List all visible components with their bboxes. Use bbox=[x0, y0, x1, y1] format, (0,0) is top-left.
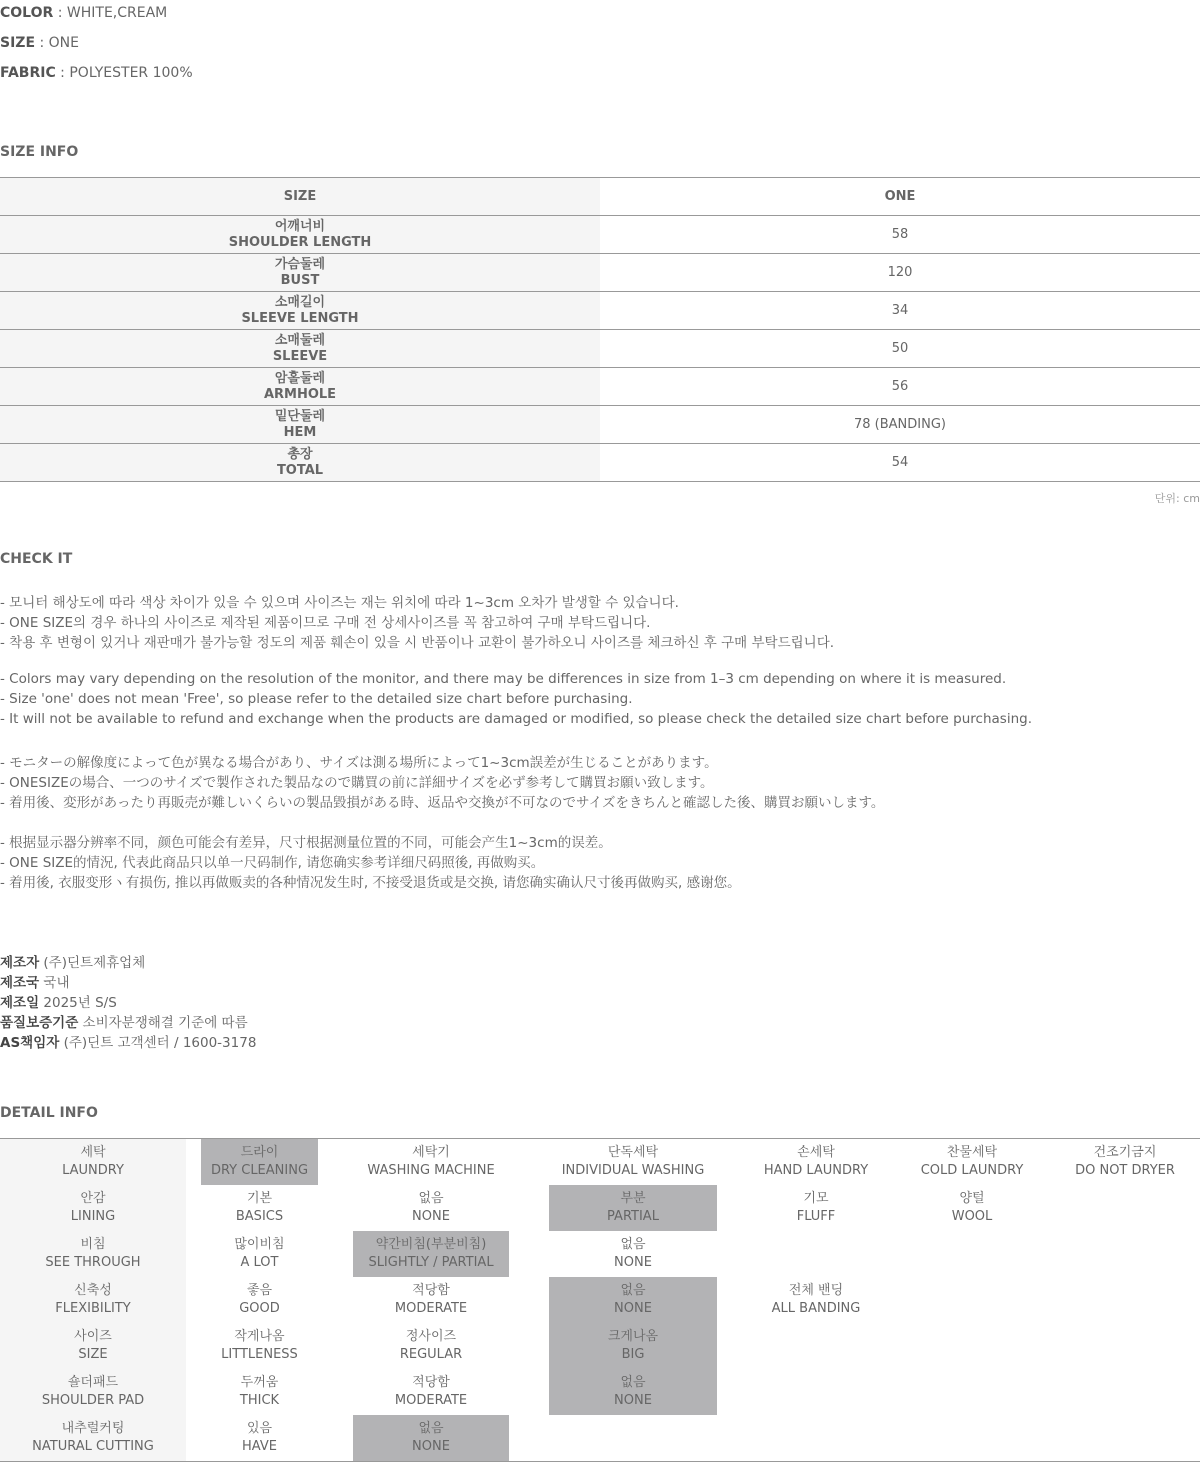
detail-option-ko: 건조기금지 bbox=[1093, 1145, 1157, 1160]
detail-option-en: NONE bbox=[614, 1301, 652, 1316]
size-table bbox=[0, 177, 1200, 482]
detail-label-ko: 숄더패드 bbox=[67, 1375, 119, 1390]
detail-option-ko: 기모 bbox=[803, 1191, 829, 1206]
size-row-value: 54 bbox=[891, 455, 909, 470]
detail-option-ko: 없음 bbox=[418, 1191, 444, 1206]
notice-line: - 착용 후 변형이 있거나 재판매가 불가능할 정도의 제품 훼손이 있을 시 반품이나 교환이 불가하오니 사이즈를 체크하신 후 구매 부탁드립니다. bbox=[0, 635, 835, 651]
detail-option bbox=[917, 1139, 1027, 1185]
detail-option-selected bbox=[353, 1231, 509, 1277]
detail-option-ko: 없음 bbox=[418, 1421, 444, 1436]
detail-option-ko: 있음 bbox=[246, 1421, 273, 1436]
detail-option-en: REGULAR bbox=[399, 1347, 463, 1362]
detail-label-en: FLEXIBILITY bbox=[55, 1301, 131, 1316]
detail-option-en: HAVE bbox=[242, 1439, 277, 1454]
detail-option-ko: 없음 bbox=[620, 1283, 646, 1298]
detail-label-en: LINING bbox=[70, 1209, 116, 1224]
detail-option-ko: 없음 bbox=[620, 1375, 646, 1390]
size-row-ko: 총장 bbox=[287, 446, 313, 462]
warranty-line: 품질보증기준 소비자분쟁해결 기준에 따름 bbox=[0, 1015, 248, 1031]
detail-option-en: MODERATE bbox=[394, 1301, 468, 1316]
detail-option-ko: 찬물세탁 bbox=[946, 1145, 998, 1160]
country-line: 제조국 국내 bbox=[0, 975, 70, 991]
detail-row-label bbox=[0, 1231, 186, 1277]
detail-option-ko: 기본 bbox=[246, 1191, 273, 1206]
detail-label-en: SIZE bbox=[78, 1347, 108, 1362]
detail-option-ko: 양털 bbox=[959, 1191, 985, 1206]
size-row-ko: 밑단둘레 bbox=[274, 408, 326, 424]
detail-option-en: GOOD bbox=[239, 1301, 280, 1316]
detail-option-en: BIG bbox=[621, 1347, 645, 1362]
detail-option-selected bbox=[549, 1323, 717, 1369]
size-info-title: SIZE INFO bbox=[0, 144, 79, 160]
size-row-ko: 암홀둘레 bbox=[274, 370, 326, 386]
detail-label-en: SHOULDER PAD bbox=[41, 1393, 145, 1408]
detail-label-en: LAUNDRY bbox=[62, 1163, 124, 1178]
detail-option-en: HAND LAUNDRY bbox=[763, 1163, 869, 1178]
size-row-ko: 소매둘레 bbox=[274, 332, 326, 348]
detail-label-ko: 사이즈 bbox=[74, 1329, 112, 1344]
detail-option-en: NONE bbox=[614, 1255, 652, 1270]
size-row-en: SLEEVE bbox=[272, 348, 328, 364]
detail-option bbox=[917, 1185, 1027, 1231]
size-row bbox=[0, 216, 1200, 254]
detail-option-en: DRY CLEANING bbox=[210, 1163, 309, 1178]
size-row-value: 34 bbox=[891, 303, 909, 318]
notice-line: - It will not be available to refund and exchange when the products are damaged or modified, so please check the detailed size chart before purchasing. bbox=[0, 711, 1032, 727]
detail-option bbox=[549, 1139, 717, 1185]
size-row-value: 58 bbox=[891, 227, 909, 242]
detail-option-selected bbox=[201, 1139, 318, 1185]
detail-label-ko: 세탁 bbox=[80, 1145, 106, 1160]
detail-option bbox=[549, 1231, 717, 1277]
spec-size: SIZE : ONE bbox=[0, 35, 79, 51]
size-row-ko: 어깨너비 bbox=[274, 218, 326, 234]
detail-option bbox=[353, 1139, 509, 1185]
date-line: 제조일 2025년 S/S bbox=[0, 995, 117, 1011]
size-row bbox=[0, 330, 1200, 368]
spec-fabric: FABRIC : POLYESTER 100% bbox=[0, 65, 193, 81]
detail-option-en: FLUFF bbox=[796, 1209, 836, 1224]
detail-option-en: SLIGHTLY / PARTIAL bbox=[368, 1255, 494, 1270]
detail-option bbox=[1070, 1139, 1180, 1185]
detail-option bbox=[201, 1185, 318, 1231]
detail-option-ko: 없음 bbox=[620, 1237, 646, 1252]
detail-option bbox=[201, 1323, 318, 1369]
detail-option-en: COLD LAUNDRY bbox=[920, 1163, 1024, 1178]
detail-option-ko: 크게나옴 bbox=[607, 1329, 659, 1344]
size-table-header bbox=[0, 178, 1200, 216]
detail-label-ko: 비침 bbox=[80, 1237, 106, 1252]
notice-line: - ONESIZEの場合、一つのサイズで製作された製品なので購買の前に詳細サイズを必ず参考して購買お願い致します。 bbox=[0, 775, 714, 791]
size-row-value: 50 bbox=[891, 341, 909, 356]
detail-row-label bbox=[0, 1185, 186, 1231]
notice-line: - 着用後、変形があったり再販売が難しいくらいの製品毀損がある時、返品や交換が不可なのでサイズをきちんと確認した後、購買お願いします。 bbox=[0, 795, 885, 811]
detail-option-en: WASHING MACHINE bbox=[367, 1163, 495, 1178]
size-header-label: SIZE bbox=[0, 178, 600, 215]
size-row-en: SLEEVE LENGTH bbox=[241, 310, 359, 326]
size-row-en: BUST bbox=[280, 272, 320, 288]
detail-option-en: THICK bbox=[239, 1393, 280, 1408]
detail-option-ko: 좋음 bbox=[246, 1283, 273, 1298]
detail-option-en: WOOL bbox=[951, 1209, 993, 1224]
detail-option-ko: 드라이 bbox=[240, 1145, 279, 1160]
size-row-en: ARMHOLE bbox=[263, 386, 337, 402]
detail-option bbox=[353, 1277, 509, 1323]
size-header-value: ONE bbox=[884, 189, 916, 204]
notice-line: - Colors may vary depending on the resolution of the monitor, and there may be differences in size from 1–3 cm depending on where it is measured. bbox=[0, 671, 1007, 687]
detail-option bbox=[201, 1369, 318, 1415]
detail-option-ko: 세탁기 bbox=[412, 1145, 450, 1160]
detail-option-en: PARTIAL bbox=[607, 1209, 659, 1224]
detail-option bbox=[353, 1185, 509, 1231]
detail-row-label bbox=[0, 1369, 186, 1415]
detail-label-en: SEE THROUGH bbox=[45, 1255, 141, 1270]
notice-line: - ONE SIZE的情況, 代表此商品只以单一尺码制作, 请您确实参考详细尺码照後, 再做购买。 bbox=[0, 855, 545, 871]
detail-option-ko: 단독세탁 bbox=[607, 1145, 659, 1160]
detail-label-ko: 안감 bbox=[80, 1191, 106, 1206]
detail-option-en: NONE bbox=[614, 1393, 652, 1408]
detail-option-en: A LOT bbox=[240, 1255, 279, 1270]
unit-label: 단위: cm bbox=[1154, 492, 1200, 505]
notice-line: - Size 'one' does not mean 'Free', so please refer to the detailed size chart before purchasing. bbox=[0, 691, 633, 707]
notice-line: - ONE SIZE의 경우 하나의 사이즈로 제작된 제품이므로 구매 전 상세사이즈를 꼭 참고하여 구매 부탁드립니다. bbox=[0, 615, 651, 631]
detail-option bbox=[762, 1139, 870, 1185]
detail-option bbox=[762, 1277, 870, 1323]
detail-option-ko: 손세탁 bbox=[797, 1145, 835, 1160]
size-row bbox=[0, 444, 1200, 482]
detail-row-label bbox=[0, 1277, 186, 1323]
detail-option bbox=[201, 1415, 318, 1461]
detail-option-en: BASICS bbox=[235, 1209, 284, 1224]
detail-option-ko: 많이비침 bbox=[234, 1237, 285, 1252]
detail-option bbox=[762, 1185, 870, 1231]
size-row-value: 56 bbox=[891, 379, 909, 394]
detail-option-ko: 부분 bbox=[620, 1191, 646, 1206]
notice-line: - 모니터 해상도에 따라 색상 차이가 있을 수 있으며 사이즈는 재는 위치에 따라 1~3cm 오차가 발생할 수 있습니다. bbox=[0, 595, 679, 611]
check-it-title: CHECK IT bbox=[0, 551, 73, 567]
detail-option-selected bbox=[549, 1185, 717, 1231]
size-row bbox=[0, 292, 1200, 330]
size-row bbox=[0, 406, 1200, 444]
detail-option-ko: 전체 밴딩 bbox=[788, 1283, 844, 1298]
as-contact-line: AS책임자 (주)딘트 고객센터 / 1600-3178 bbox=[0, 1035, 257, 1051]
size-row bbox=[0, 368, 1200, 406]
size-row-en: HEM bbox=[283, 424, 317, 440]
detail-option-en: NONE bbox=[412, 1439, 450, 1454]
detail-option-selected bbox=[353, 1415, 509, 1461]
detail-option-en: INDIVIDUAL WASHING bbox=[561, 1163, 705, 1178]
size-row bbox=[0, 254, 1200, 292]
notice-line: - 着用後, 衣服变形ヽ有损伤, 推以再做贩卖的各种情况发生时, 不接受退货或是交换, 请您确实确认尺寸後再做购买, 感谢您。 bbox=[0, 875, 741, 891]
manufacturer-line: 제조자 (주)딘트제휴업체 bbox=[0, 955, 146, 971]
detail-label-ko: 내추럴커팅 bbox=[61, 1421, 125, 1436]
size-row-value: 78 (BANDING) bbox=[854, 417, 946, 432]
detail-row-label bbox=[0, 1139, 186, 1185]
detail-info-title: DETAIL INFO bbox=[0, 1105, 98, 1121]
detail-option-ko: 작게나옴 bbox=[234, 1329, 285, 1344]
size-row-en: TOTAL bbox=[276, 462, 324, 478]
detail-option-selected bbox=[549, 1277, 717, 1323]
detail-option bbox=[201, 1231, 318, 1277]
detail-row-label bbox=[0, 1415, 186, 1461]
detail-option-selected bbox=[549, 1369, 717, 1415]
detail-option bbox=[353, 1323, 509, 1369]
detail-table bbox=[0, 1138, 1200, 1462]
detail-option-ko: 두꺼움 bbox=[240, 1375, 279, 1390]
detail-option-ko: 적당함 bbox=[412, 1283, 450, 1298]
detail-option-en: MODERATE bbox=[394, 1393, 468, 1408]
detail-row-label bbox=[0, 1323, 186, 1369]
size-row-ko: 소매길이 bbox=[274, 294, 326, 310]
detail-option-ko: 정사이즈 bbox=[405, 1329, 457, 1344]
size-row-value: 120 bbox=[887, 265, 913, 280]
spec-color: COLOR : WHITE,CREAM bbox=[0, 5, 168, 21]
detail-option bbox=[201, 1277, 318, 1323]
detail-option-en: ALL BANDING bbox=[771, 1301, 861, 1316]
detail-option-en: DO NOT DRYER bbox=[1075, 1163, 1175, 1178]
size-row-en: SHOULDER LENGTH bbox=[228, 234, 372, 250]
detail-option-ko: 적당함 bbox=[412, 1375, 450, 1390]
detail-label-ko: 신축성 bbox=[74, 1283, 112, 1298]
detail-option-en: NONE bbox=[412, 1209, 450, 1224]
detail-option-en: LITTLENESS bbox=[221, 1347, 298, 1362]
notice-line: - モニターの解像度によって色が異なる場合があり、サイズは測る場所によって1~3cm誤差が生じることがあります。 bbox=[0, 755, 718, 771]
size-row-ko: 가슴둘레 bbox=[274, 256, 326, 272]
detail-option bbox=[353, 1369, 509, 1415]
notice-line: - 根据显示器分辨率不同，颜色可能会有差异，尺寸根据测量位置的不同，可能会产生1~3cm的误差。 bbox=[0, 835, 612, 851]
detail-option-ko: 약간비침(부분비침) bbox=[375, 1237, 487, 1252]
detail-label-en: NATURAL CUTTING bbox=[32, 1439, 154, 1454]
